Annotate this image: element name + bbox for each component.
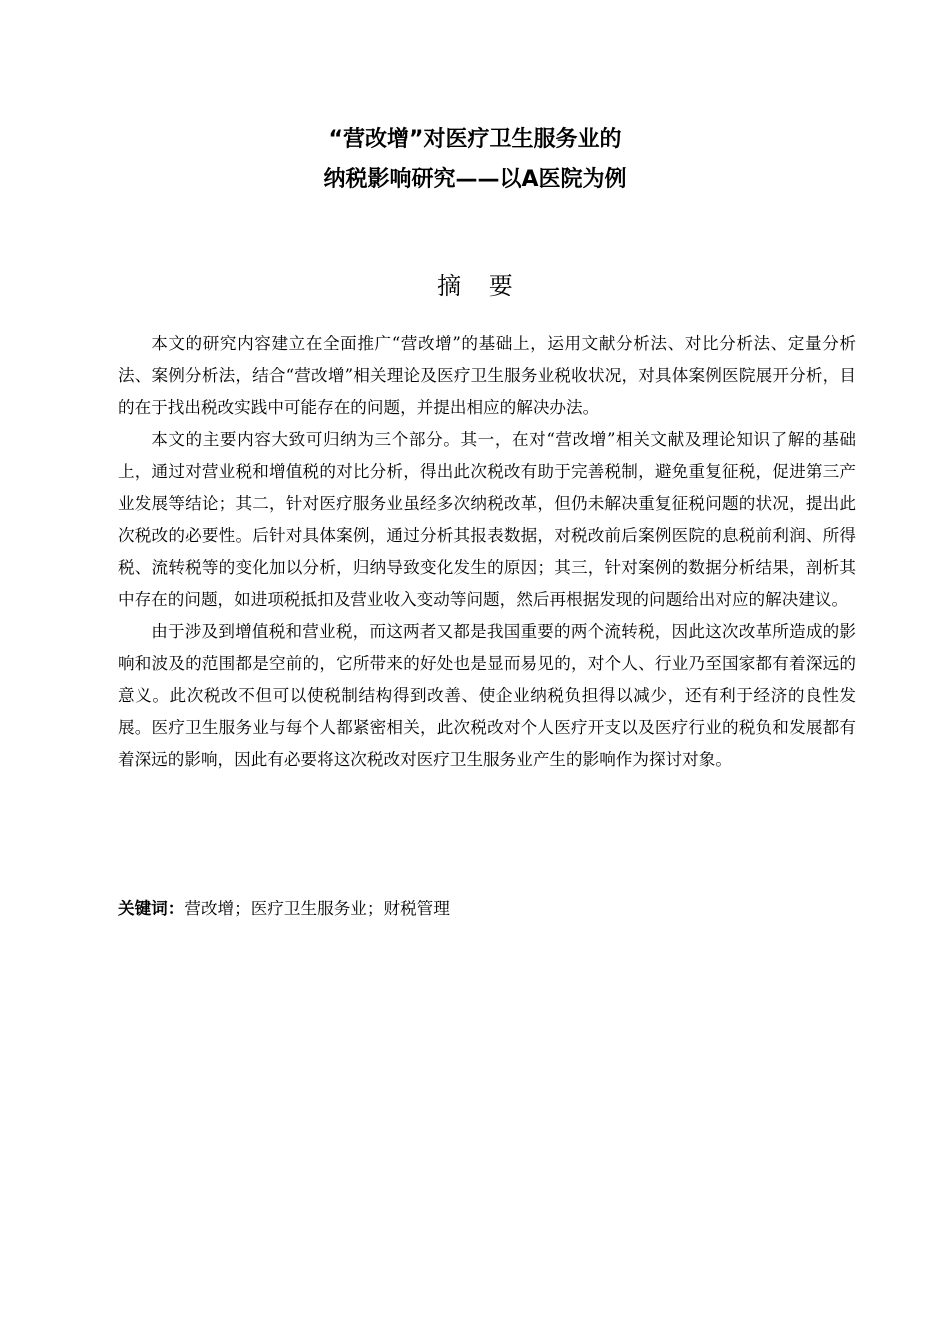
keywords-label: 关键词： [118,899,185,918]
abstract-paragraph-3: 由于涉及到增值税和营业税，而这两者又都是我国重要的两个流转税，因此这次改革所造成的影响和波及的范围都是空前的，它所带来的好处也是显而易见的，对个人、行业乃至国家都有着深远的意义。此次税改不但可以使税制结构得到改善、使企业纳税负担得以减少，还有利于经济的良性发展。医疗卫生服务业与每个人都紧密相关，此次税改对个人医疗开支以及医疗行业的税负和发展都有着深远的影响，因此有必要将这次税改对医疗卫生服务业产生的影响作为探讨对象。 [118,622,856,769]
abstract-body [118,328,856,776]
abstract-paragraph-2: 本文的主要内容大致可归纳为三个部分。其一，在对“营改增”相关文献及理论知识了解的基础上，通过对营业税和增值税的对比分析，得出此次税改有助于完善税制，避免重复征税，促进第三产业发展等结论；其二，针对医疗服务业虽经多次纳税改革，但仍未解决重复征税问题的状况，提出此次税改的必要性。后针对具体案例，通过分析其报表数据，对税改前后案例医院的息税前利润、所得税、流转税等的变化加以分析，归纳导致变化发生的原因；其三，针对案例的数据分析结果，剖析其中存在的问题，如进项税抵扣及营业收入变动等问题，然后再根据发现的问题给出对应的解决建议。 [118,430,856,609]
keywords-text: 营改增；医疗卫生服务业；财税管理 [184,899,450,918]
abstract-heading: 摘 要 [437,272,523,300]
title-line-1: “营改增”对医疗卫生服务业的 [328,127,622,152]
keywords-line [118,893,856,925]
title-line-2: 纳税影响研究——以A医院为例 [323,167,627,192]
document-title [0,120,950,200]
abstract-paragraph-1: 本文的研究内容建立在全面推广“营改增”的基础上，运用文献分析法、对比分析法、定量分析法、案例分析法，结合“营改增”相关理论及医疗卫生服务业税收状况，对具体案例医院展开分析，目的在于找出税改实践中可能存在的问题，并提出相应的解决办法。 [118,334,856,417]
